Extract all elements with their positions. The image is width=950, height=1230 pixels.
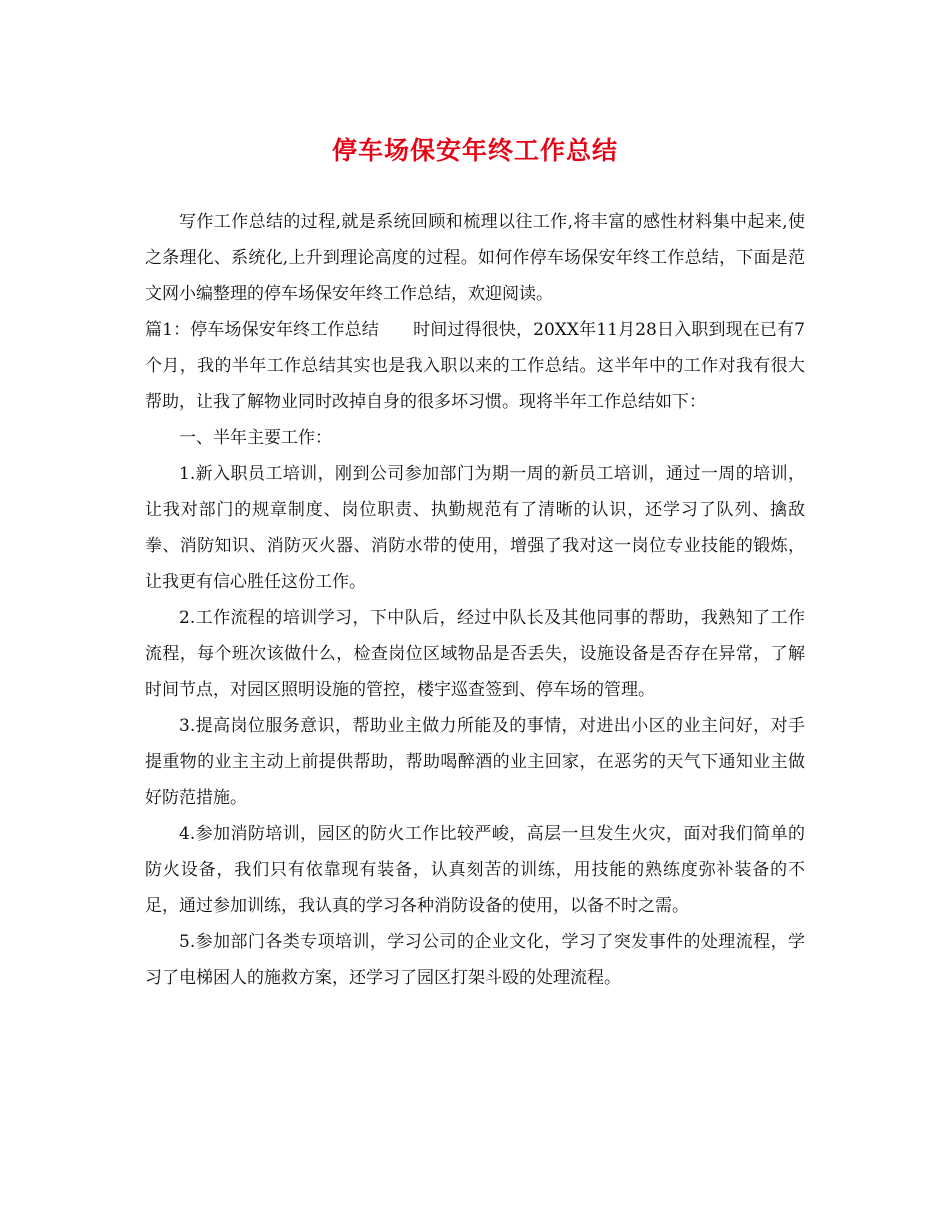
- paragraph-item-4: 4.参加消防培训，园区的防火工作比较严峻，高层一旦发生火灾，面对我们简单的防火设备，我们只有依靠现有装备，认真刻苦的训练，用技能的熟练度弥补装备的不足，通过参加训练，我认真的学习各种消防设备的使用，以备不时之需。: [145, 824, 805, 916]
- paragraph-item-5: 5.参加部门各类专项培训，学习公司的企业文化，学习了突发事件的处理流程，学习了电梯困人的施救方案，还学习了园区打架斗殴的处理流程。: [145, 932, 805, 988]
- paragraph-item-2: 2.工作流程的培训学习，下中队后，经过中队长及其他同事的帮助，我熟知了工作流程，每个班次该做什么，检查岗位区域物品是否丢失，设施设备是否存在异常，了解时间节点，对园区照明设施的管控，楼宇巡查签到、停车场的管理。: [145, 608, 805, 700]
- document-body: [145, 204, 805, 996]
- paragraph-item-3: 3.提高岗位服务意识，帮助业主做力所能及的事情，对进出小区的业主问好，对手提重物的业主主动上前提供帮助，帮助喝醉酒的业主回家，在恶劣的天气下通知业主做好防范措施。: [145, 716, 805, 808]
- document-title: 停车场保安年终工作总结: [331, 136, 618, 165]
- paragraph-chapter-1: 篇1：停车场保安年终工作总结 时间过得很快，20XX年11月28日入职到现在已有7个月，我的半年工作总结其实也是我入职以来的工作总结。这半年中的工作对我有很大帮助，让我了解物业同时改掉自身的很多坏习惯。现将半年工作总结如下：: [145, 320, 805, 412]
- paragraph-item-1: 1.新入职员工培训，刚到公司参加部门为期一周的新员工培训，通过一周的培训，让我对部门的规章制度、岗位职责、执勤规范有了清晰的认识，还学习了队列、擒敌拳、消防知识、消防灭火器、消防水带的使用，增强了我对这一岗位专业技能的锻炼，让我更有信心胜任这份工作。: [145, 464, 805, 592]
- section-heading-main-work: 一、半年主要工作：: [179, 428, 332, 448]
- paragraph-intro: 写作工作总结的过程,就是系统回顾和梳理以往工作,将丰富的感性材料集中起来,使之条理化、系统化,上升到理论高度的过程。如何作停车场保安年终工作总结，下面是范文网小编整理的停车场保安年终工作总结，欢迎阅读。: [145, 212, 805, 304]
